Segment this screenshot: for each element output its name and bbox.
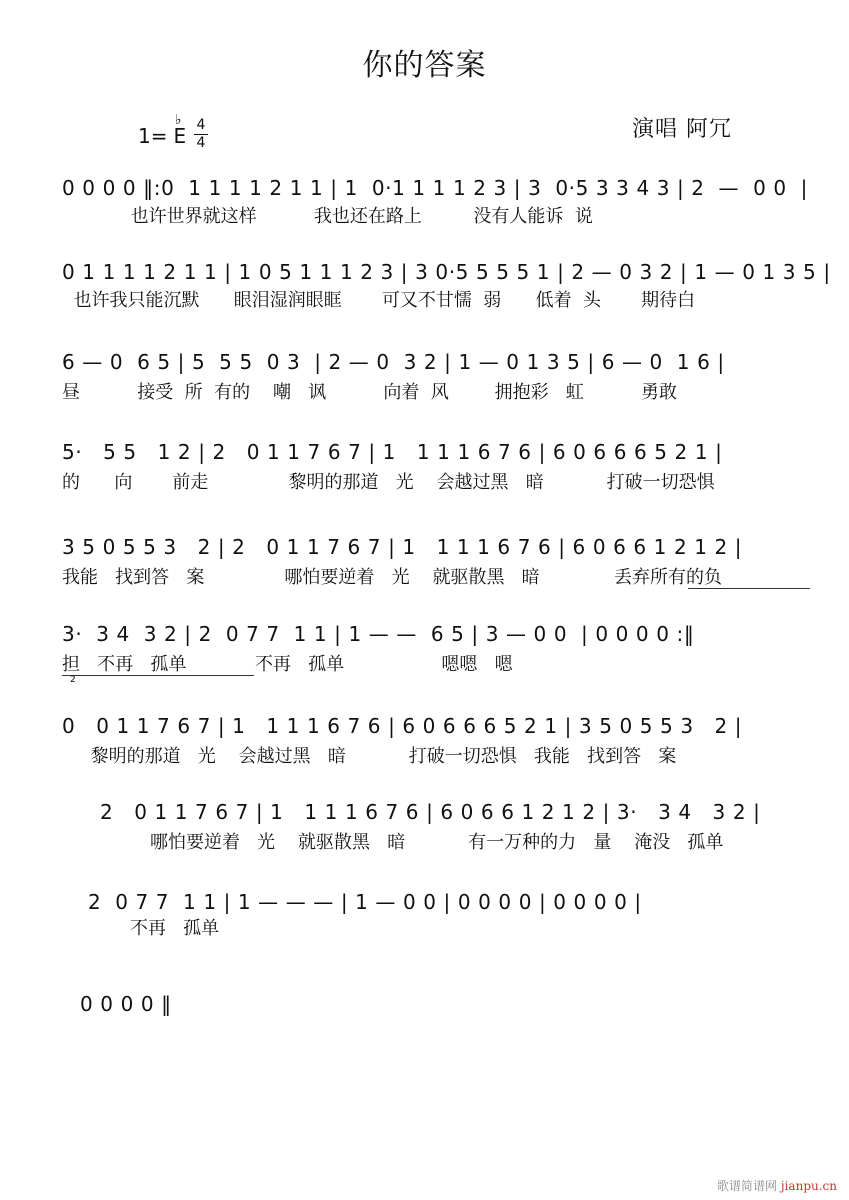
lyrics-line-1: 也许世界就这样 我也还在路上 没有人能诉 说 — [62, 206, 593, 227]
lyrics-line-5: 我能 找到答 案 哪怕要逆着 光 就驱散黑 暗 丢弃所有的负 — [62, 567, 723, 588]
singer-credit: 演唱 阿冗 — [632, 117, 732, 142]
volta-number: 2 — [70, 675, 76, 685]
lyrics-line-8: 哪怕要逆着 光 就驱散黑 暗 有一万种的力 量 淹没 孤单 — [150, 832, 724, 853]
notation-line-1: 0 0 0 0 ‖:0 1 1 1 1 2 1 1 | 1 0·1 1 1 1 2 3 | 3 0·5 3 3 4 3 | 2 — 0 0 | — [62, 176, 808, 200]
notation-line-10: 0 0 0 0 ‖ — [80, 992, 172, 1016]
key-signature — [138, 112, 187, 148]
lyrics-line-4: 的 向 前走 黎明的那道 光 会越过黑 暗 打破一切恐惧 — [62, 472, 715, 493]
lyrics-line-9: 不再 孤单 — [130, 918, 220, 939]
song-title: 你的答案 — [362, 48, 487, 83]
lyrics-line-7: 黎明的那道 光 会越过黑 暗 打破一切恐惧 我能 找到答 案 — [62, 746, 677, 767]
lyrics-line-2: 也许我只能沉默 眼泪湿润眼眶 可又不甘懦 弱 低着 头 期待白 — [62, 290, 696, 311]
watermark-label: 歌谱简谱网 — [717, 1179, 778, 1193]
key-tonic: E — [173, 124, 187, 148]
site-watermark — [717, 1177, 837, 1194]
notation-line-4: 5· 5 5 1 2 | 2 0 1 1 7 6 7 | 1 1 1 1 6 7 6 | 6 0 6 6 6 5 2 1 | — [62, 440, 723, 464]
lyrics-line-6: 担 不再 孤单 不再 孤单 嗯嗯 嗯 — [62, 654, 513, 675]
time-signature-bottom: 4 — [196, 135, 206, 151]
time-signature-top: 4 — [196, 117, 206, 133]
notation-line-8: 2 0 1 1 7 6 7 | 1 1 1 1 6 7 6 | 6 0 6 6 1 2 1 2 | 3· 3 4 3 2 | — [100, 800, 761, 824]
notation-line-5: 3 5 0 5 5 3 2 | 2 0 1 1 7 6 7 | 1 1 1 1 6 7 6 | 6 0 6 6 1 2 1 2 | — [62, 535, 743, 559]
notation-line-3: 6 — 0 6 5 | 5 5 5 0 3 | 2 — 0 3 2 | 1 — 0 1 3 5 | 6 — 0 1 6 | — [62, 350, 725, 374]
notation-line-7: 0 0 1 1 7 6 7 | 1 1 1 1 6 7 6 | 6 0 6 6 6 5 2 1 | 3 5 0 5 5 3 2 | — [62, 714, 743, 738]
key-prefix: 1= — [138, 124, 168, 148]
notation-line-9: 2 0 7 7 1 1 | 1 — — — | 1 — 0 0 | 0 0 0 0 | 0 0 0 0 | — [88, 890, 642, 914]
time-signature — [194, 118, 208, 151]
flat-sign: ♭ — [175, 112, 182, 128]
notation-line-2: 0 1 1 1 1 2 1 1 | 1 0 5 1 1 1 2 3 | 3 0·5 5 5 5 1 | 2 — 0 3 2 | 1 — 0 1 3 5 | — [62, 260, 831, 284]
lyrics-line-3: 昼 接受 所 有的 嘲 讽 向着 风 拥抱彩 虹 勇敢 — [62, 382, 677, 403]
watermark-site: jianpu.cn — [780, 1179, 837, 1193]
notation-line-6: 3· 3 4 3 2 | 2 0 7 7 1 1 | 1 — — 6 5 | 3 — 0 0 | 0 0 0 0 :‖ — [62, 622, 695, 646]
volta-bracket-2 — [62, 675, 254, 676]
volta-bracket-1 — [688, 588, 810, 589]
